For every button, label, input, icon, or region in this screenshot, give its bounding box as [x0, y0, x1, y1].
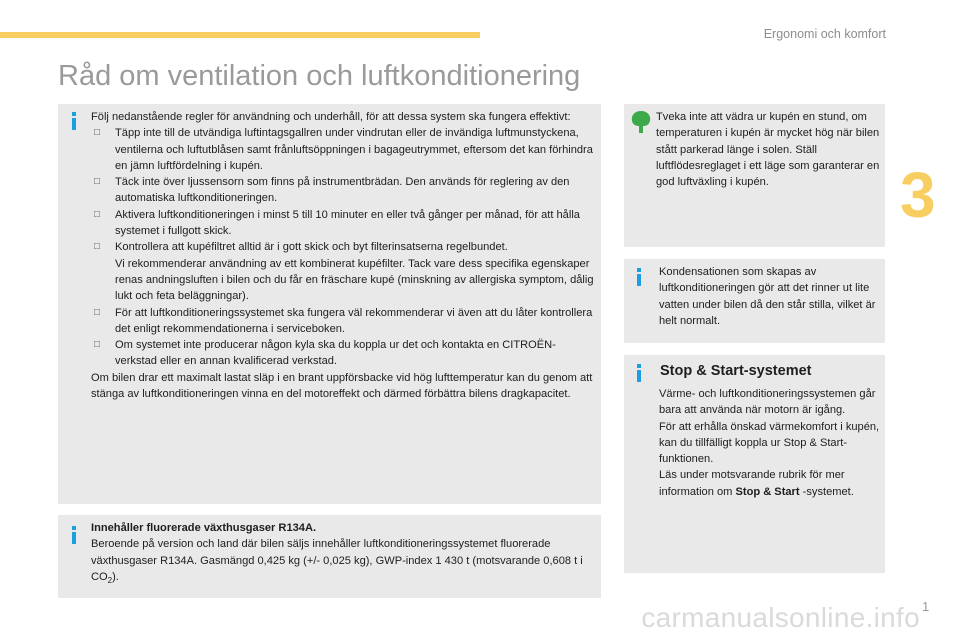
eco-tip-text: Tveka inte att vädra ur kupén en stund, om temperaturen i kupén är mycket hög när bilen stått parkerad länge i solen. Ställ luftflödesreglaget i ett läge som garanterar en god luftväxling i kupén. [656, 111, 880, 189]
condensation-info-text: Kondensationen som skapas av luftkonditioneringen gör att det rinner ut lite vatten under bilen då den står stilla, vilket är helt normalt. [659, 266, 876, 327]
info-icon [632, 364, 646, 382]
info-icon [67, 112, 81, 130]
greenhouse-gas-text [91, 520, 594, 589]
advice-list [91, 125, 594, 369]
info-icon [67, 526, 81, 544]
stop-start-paragraph: För att erhålla önskad värmekomfort i kupén, kan du tillfälligt koppla ur Stop & Start-funktionen. [659, 420, 880, 466]
advice-item: □ Täck inte över ljussensorn som finns på instrumentbrädan. Den används för reglering av den automatiska luftkonditioneringen. [91, 174, 594, 207]
stop-start-paragraph: Läs under motsvarande rubrik för mer information om Stop & Start -systemet. [659, 469, 854, 498]
greenhouse-gas-body: Beroende på version och land där bilen säljs innehåller luftkonditioneringssystemet fluorerade växthusgaser R134A. Gasmängd 0,425 kg (+/- 0,025 kg), GWP-index 1 430 t (motsvarande 0,608 t i $CO_2$). [91, 538, 583, 586]
header-accent-bar [0, 32, 480, 38]
advice-outro: Om bilen drar ett maximalt lastat släp i en brant uppförsbacke vid hög lufttemperatur kan du genom att stänga av luftkonditioneringen vinna en del motoreffekt och därmed förbättra bilens dragkapacitet. [91, 371, 593, 401]
tree-eco-icon [630, 110, 652, 134]
advice-item: □ Täpp inte till de utvändiga luftintagsgallren under vindrutan eller de invändiga luftmunstyckena, ventilerna och luftutblåsen samt frånluftsöppningen i bagageutrymmet, eftersom det kan förhindra en jämn luftfördelning i kupén. [91, 125, 594, 174]
ventilation-advice-text [91, 109, 594, 402]
advice-item: □ Om systemet inte producerar någon kyla ska du koppla ur det och kontakta en CITROËN-verkstad eller en annan kvalificerad verkstad. [91, 337, 594, 370]
stop-start-text [659, 386, 881, 500]
stop-start-heading: Stop & Start-systemet [660, 363, 812, 379]
page-number: 1 [922, 599, 930, 614]
advice-item: □ Kontrollera att kupéfiltret alltid är i gott skick och byt filterinsatserna regelbundet. Vi rekommenderar användning av ett kombinerat kupéfilter. Tack vare dess specifika egenskaper renas andningsluften i bilen och du får en fräschare kupé (minskning av allergiska symptom, dålig lukt och feta beläggningar). [91, 239, 594, 304]
advice-item: □ För att luftkonditioneringssystemet ska fungera väl rekommenderar vi även att du låter kontrollera det enligt rekommendationerna i serviceboken. [91, 305, 594, 338]
section-title: Ergonomi och komfort [763, 27, 886, 41]
advice-item: □ Aktivera luftkonditioneringen i minst 5 till 10 minuter en eller två gånger per månad, för att hålla systemet i fullgott skick. [91, 207, 594, 240]
page-title: Råd om ventilation och luftkonditionering [58, 60, 581, 92]
advice-intro: Följ nedanstående regler för användning och underhåll, för att dessa system ska fungera effektivt: [91, 111, 571, 123]
watermark: carmanualsonline.info [641, 602, 920, 633]
chapter-number: 3 [900, 159, 936, 231]
stop-start-paragraph: Värme- och luftkonditioneringssystemen går bara att använda när motorn är igång. [659, 388, 876, 417]
greenhouse-gas-heading: Innehåller fluorerade växthusgaser R134A. [91, 522, 317, 534]
info-icon [632, 268, 646, 286]
